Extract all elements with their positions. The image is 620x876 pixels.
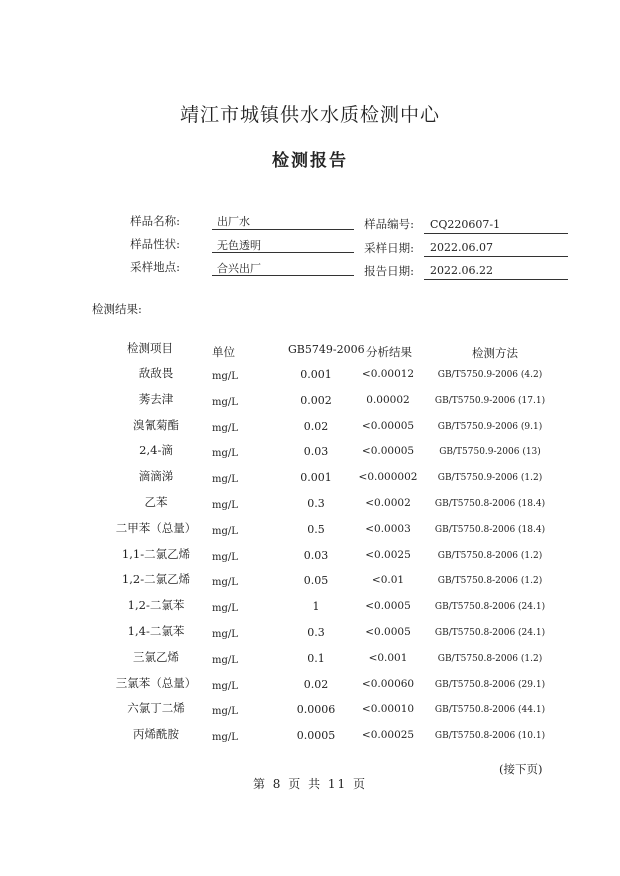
row-method: GB/T5750.9-2006 (17.1)	[434, 395, 546, 406]
row-item: 敌敌畏	[138, 366, 174, 380]
row-item: 莠去津	[138, 391, 174, 406]
row-unit: mg/L	[212, 371, 238, 382]
row-limit: 0.001	[300, 368, 332, 381]
header-result: 分析结果	[366, 345, 412, 359]
row-result: <0.0005	[365, 626, 411, 638]
row-limit: 0.1	[307, 651, 325, 665]
row-method: GB/T5750.9-2006 (1.2)	[437, 473, 543, 484]
sampling-site-label: 采样地点:	[130, 260, 180, 274]
sampling-site-underline	[212, 275, 354, 276]
org-name: 靖江市城镇供水水质检测中心	[179, 104, 440, 126]
page-prefix: 第	[252, 777, 267, 791]
row-item: 二甲苯（总量）	[115, 520, 197, 535]
row-limit: 0.02	[303, 419, 329, 433]
row-method: GB/T5750.9-2006 (13)	[439, 447, 541, 458]
row-limit: 0.5	[307, 522, 325, 536]
sampling-date-value: 2022.06.07	[430, 241, 493, 254]
row-method: GB/T5750.8-2006 (1.2)	[437, 653, 543, 664]
row-limit: 0.0005	[296, 729, 336, 743]
row-limit: 0.02	[303, 677, 329, 691]
row-method: GB/T5750.8-2006 (10.1)	[434, 731, 546, 742]
row-unit: mg/L	[212, 448, 238, 460]
row-unit: mg/L	[212, 474, 238, 486]
row-item: 1,4-二氯苯	[127, 624, 185, 638]
header-item: 检测项目	[127, 341, 173, 355]
header-unit: 单位	[212, 345, 235, 359]
row-result: <0.000002	[358, 471, 418, 484]
header-limit: GB5749-2006	[288, 343, 365, 356]
sample-name-value: 出厂水	[217, 215, 250, 228]
row-unit: mg/L	[212, 422, 238, 434]
row-result: <0.00005	[361, 445, 415, 458]
row-result: <0.0025	[365, 548, 411, 561]
row-limit: 0.3	[307, 626, 325, 639]
results-label: 检测结果:	[92, 302, 142, 316]
report-date-underline	[424, 279, 568, 280]
report-date-value: 2022.06.22	[430, 264, 493, 277]
report-title: 检测报告	[272, 151, 348, 171]
row-limit: 0.002	[300, 393, 332, 407]
sample-no-value: CQ220607-1	[430, 218, 501, 231]
row-result: <0.01	[371, 574, 405, 587]
row-limit: 0.0006	[296, 703, 336, 717]
row-result: 0.00002	[366, 393, 410, 406]
row-limit: 1	[312, 600, 320, 614]
row-unit: mg/L	[212, 732, 238, 744]
row-item: 2,4-滴	[139, 443, 173, 458]
row-limit: 0.001	[300, 471, 332, 485]
row-method: GB/T5750.8-2006 (1.2)	[437, 550, 543, 561]
page-suffix: 页	[353, 777, 368, 791]
row-unit: mg/L	[212, 525, 238, 537]
sample-name-underline	[212, 229, 354, 230]
sampling-date-label: 采样日期:	[364, 241, 414, 255]
row-result: <0.0002	[365, 497, 411, 509]
row-item: 1,1-二氯乙烯	[121, 546, 191, 561]
row-item: 1,2-二氯苯	[127, 598, 185, 613]
row-result: <0.0003	[365, 522, 411, 535]
row-unit: mg/L	[212, 396, 238, 408]
row-unit: mg/L	[212, 706, 238, 718]
row-result: <0.00005	[361, 419, 415, 432]
row-method: GB/T5750.8-2006 (24.1)	[434, 628, 546, 638]
sample-name-label: 样品名称:	[130, 214, 180, 228]
row-result: <0.0005	[365, 600, 411, 613]
row-unit: mg/L	[212, 551, 238, 563]
row-limit: 0.05	[303, 574, 329, 588]
row-item: 滴滴涕	[138, 469, 174, 484]
row-method: GB/T5750.8-2006 (24.1)	[434, 602, 546, 613]
row-method: GB/T5750.8-2006 (44.1)	[434, 705, 546, 716]
sample-state-label: 样品性状:	[130, 237, 180, 251]
sample-state-value: 无色透明	[217, 239, 261, 252]
sample-no-underline	[424, 233, 568, 234]
page-number: 8	[272, 777, 283, 791]
row-item: 1,2-二氯乙烯	[121, 572, 191, 587]
row-result: <0.00012	[361, 368, 415, 380]
row-method: GB/T5750.9-2006 (4.2)	[437, 370, 543, 380]
row-unit: mg/L	[212, 603, 238, 615]
sampling-date-underline	[424, 256, 568, 257]
header-method: 检测方法	[472, 346, 518, 360]
row-item: 六氯丁二烯	[127, 701, 185, 716]
row-method: GB/T5750.9-2006 (9.1)	[437, 421, 543, 432]
row-item: 乙苯	[144, 495, 168, 509]
page-footer	[0, 775, 620, 792]
row-unit: mg/L	[212, 680, 238, 692]
continued-note: (接下页)	[499, 762, 543, 776]
row-unit: mg/L	[212, 629, 238, 640]
row-result: <0.00025	[361, 729, 415, 742]
sample-state-underline	[212, 252, 354, 253]
row-result: <0.00060	[361, 677, 415, 690]
report-date-label: 报告日期:	[364, 264, 414, 278]
row-unit: mg/L	[212, 654, 238, 666]
row-result: <0.001	[368, 651, 408, 664]
row-item: 三氯乙烯	[133, 649, 179, 664]
row-limit: 0.3	[307, 497, 325, 510]
row-item: 丙烯酰胺	[133, 727, 179, 742]
page-mid: 页 共	[288, 777, 323, 791]
row-result: <0.00010	[361, 703, 415, 716]
page-total: 11	[327, 777, 348, 791]
row-unit: mg/L	[212, 500, 238, 511]
row-limit: 0.03	[303, 445, 329, 459]
row-method: GB/T5750.8-2006 (29.1)	[434, 679, 546, 690]
row-method: GB/T5750.8-2006 (18.4)	[434, 524, 546, 535]
sample-no-label: 样品编号:	[364, 217, 414, 231]
row-unit: mg/L	[212, 577, 238, 589]
row-method: GB/T5750.8-2006 (1.2)	[437, 576, 543, 587]
row-item: 三氯苯（总量）	[115, 675, 197, 690]
sampling-site-value: 合兴出厂	[217, 262, 261, 275]
row-limit: 0.03	[303, 548, 329, 562]
row-item: 溴氰菊酯	[133, 417, 179, 432]
row-method: GB/T5750.8-2006 (18.4)	[434, 499, 546, 509]
